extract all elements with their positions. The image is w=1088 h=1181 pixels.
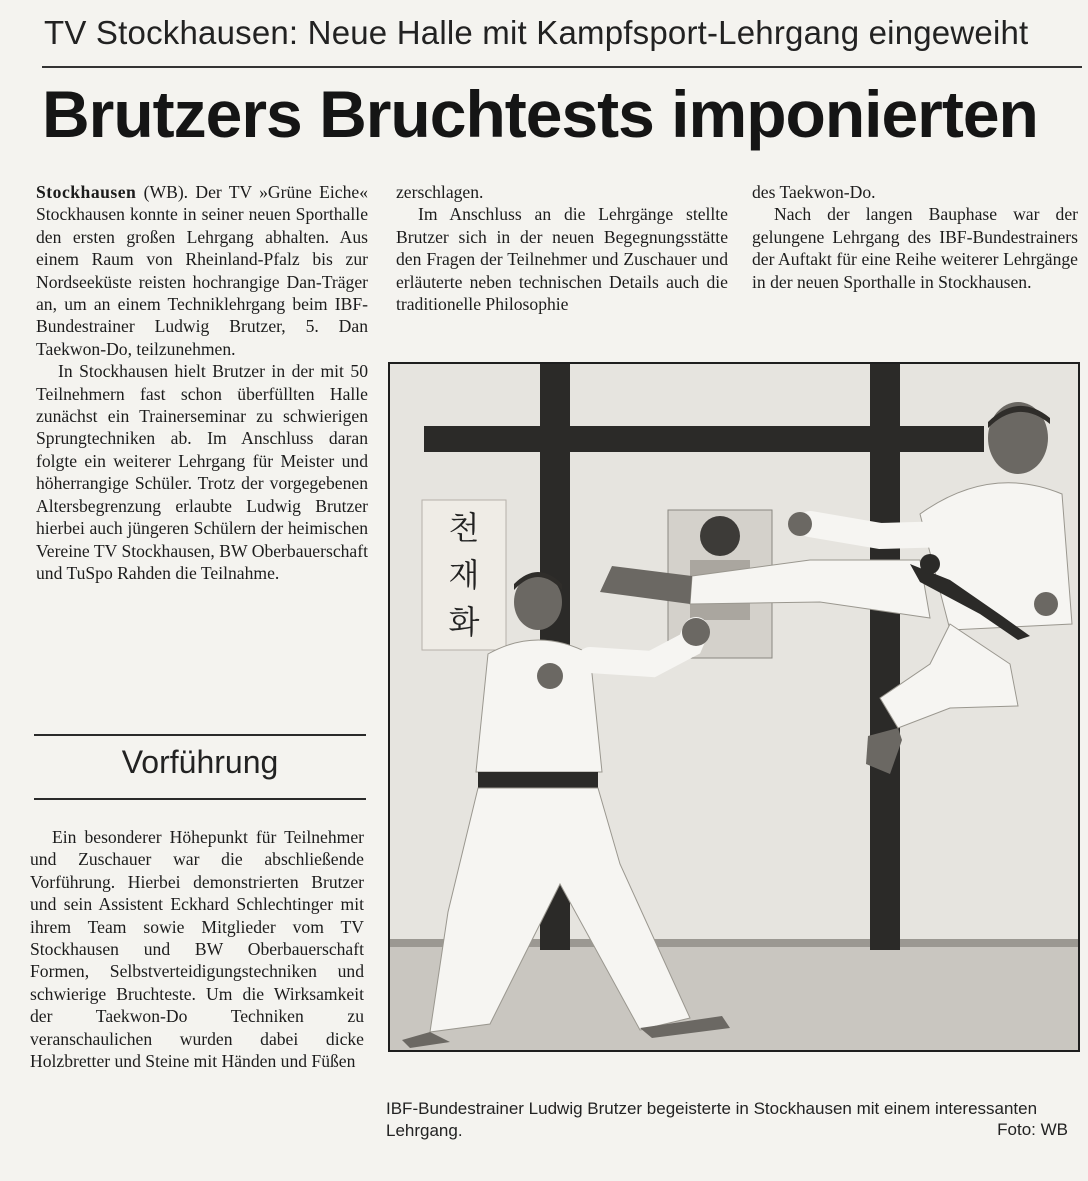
col1-paragraph-1	[36, 181, 368, 360]
column-1-continued	[30, 826, 364, 1072]
banner-char-2: 재	[448, 556, 480, 594]
subhead-rule-top	[34, 734, 366, 736]
col2-paragraph-1: zerschlagen.	[396, 182, 484, 202]
frame-beam	[424, 426, 984, 452]
photo-caption: IBF-Bundestrainer Ludwig Brutzer begeisterte in Stockhausen mit einem interessanten Lehrgang.	[386, 1099, 1038, 1140]
column-3	[752, 181, 1078, 293]
column-1	[36, 181, 368, 584]
subhead-rule-bottom	[34, 798, 366, 800]
kicker-line: TV Stockhausen: Neue Halle mit Kampfsport-Lehrgang eingeweiht	[44, 14, 1029, 51]
col1-p1-text: (WB). Der TV »Grüne Eiche« Stockhausen konnte in seiner neuen Sporthalle den ersten großen Lehrgang abhalten. Aus einem Raum von Rheinland-Pfalz bis zur Nordseeküste reisten hochrangige Dan-Träger an, um an einem Techniklehrgang beim IBF-Bundestrainer Ludwig Brutzer, 5. Dan Taekwon-Do, teilzunehmen.	[36, 182, 368, 359]
column-2	[396, 181, 728, 315]
col2-paragraph-2: Im Anschluss an die Lehrgänge stellte Brutzer sich in der neuen Begegnungsstätte den Fragen der Teilnehmer und Zuschauer und erläuterte neben technischen Details auch die traditionelle Philosophie	[396, 204, 728, 315]
photo-credit: Foto: WB	[997, 1120, 1068, 1139]
article-photo	[388, 362, 1080, 1052]
col3-paragraph-1: des Taekwon-Do.	[752, 182, 876, 202]
col1-paragraph-3: Ein besonderer Höhepunkt für Teilnehmer und Zuschauer war die abschließende Vorführung. Hierbei demonstrierten Brutzer und sein Assistent Eckhard Schlechtinger mit ihrem Team sowie Mitglieder vom TV Stockhausen und BW Oberbauerschaft Formen, Selbstverteidigungstechniken und schwierige Bruchteste. Um die Wirksamkeit der Taekwon-Do Techniken zu veranschaulichen wurden dabei dicke Holzbretter und Steine mit Händen und Füßen	[30, 827, 364, 1072]
dateline: Stockhausen	[36, 182, 137, 202]
headline: Brutzers Bruchtests imponierten	[42, 77, 1038, 151]
banner-char-1: 천	[448, 509, 480, 547]
header-rule	[42, 66, 1082, 68]
col3-paragraph-2: Nach der langen Bauphase war der gelungene Lehrgang des IBF-Bundestrainers der Auftakt für eine Reihe weiterer Lehrgänge in der neuen Sporthalle in Stockhausen.	[752, 204, 1078, 292]
banner-char-3: 화	[448, 603, 480, 641]
subhead: Vorführung	[121, 744, 279, 780]
col1-paragraph-2: In Stockhausen hielt Brutzer in der mit 50 Teilnehmern fast schon überfüllten Halle zunächst ein Trainerseminar zu schwierigen Sprungtechniken ab. Im Anschluss daran folgte ein weiterer Lehrgang für Meister und höherrangige Schüler. Trotz der vorgegebenen Altersbegrenzung erlaubte Ludwig Brutzer hierbei auch jüngeren Schülern der heimischen Vereine TV Stockhausen, BW Oberbauerschaft und TuSpo Rahden die Teilnahme.	[36, 361, 368, 583]
